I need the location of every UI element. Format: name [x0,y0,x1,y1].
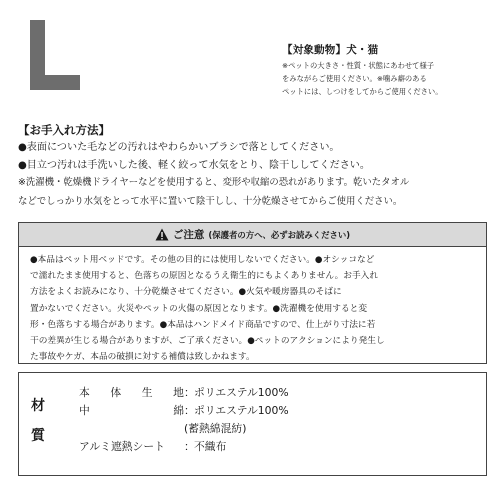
size-l-mark [30,20,80,90]
care-section [18,122,488,211]
caution-subtitle: (保護者の方へ、必ずお読みください) [208,229,351,240]
material-label-bottom: 質 [31,428,45,444]
material-sub-value: (蓄熱綿混紡) [184,422,247,435]
caution-line: 置かないでください。火災やペットの火傷の原因となります。●洗濯機を使用すると変 [30,303,368,314]
target-note-line: をみながらご使用ください。※噛み癖のある [282,74,427,84]
target-animals-section [282,42,482,99]
care-title: 【お手入れ方法】 [18,123,110,137]
target-note-line: ペットには、しつけをしてからご使用ください。 [282,87,443,97]
target-animals-title: 【対象動物】犬・猫 [282,44,379,56]
care-note: などでしっかり水気をとって水平に置いて陰干しし、十分乾燥させてからご使用ください。 [18,195,403,207]
caution-line: 方法をよくお読みになり、十分乾燥させてください。●火気や暖房器具のそばに [30,287,342,298]
material-value: ポリエステル100% [194,404,289,417]
material-key: アルミ遮熱シート [79,440,165,453]
caution-box [18,222,487,364]
warning-icon [155,228,169,241]
target-animals-note [282,59,482,99]
material-subrow [79,420,289,438]
caution-header [19,223,486,247]
caution-line: ●本品はペット用ベッドです。その他の目的には使用しないでください。●オシッコなど [30,255,375,265]
caution-body [30,252,482,365]
target-note-line: ※ペットの大きさ・性質・状態にあわせて様子 [282,61,435,70]
material-row: 中 綿 ： ポリエステル100% [79,402,289,420]
care-note: ※洗濯機・乾燥機ドライヤーなどを使用すると、変形や収縮の恐れがあります。乾いたタオル [18,177,410,189]
material-value: ポリエステル100% [194,386,289,399]
material-row: アルミ遮熱シート ： 不織布 [79,438,289,456]
care-line: ●目立つ汚れは手洗いした後、軽く絞って水気をとり、陰干ししてください。 [18,159,370,171]
material-rows [79,384,289,456]
material-value: 不織布 [194,440,227,453]
material-key: 本 体 生 地 [79,386,184,399]
material-label-top: 材 [31,398,45,414]
caution-line: 形・色落ちする場合があります。●本品はハンドメイド商品ですので、仕上がり寸法に若 [30,319,376,330]
caution-title: ご注意 [172,229,205,241]
caution-line: で濡れたまま使用すると、色落ちの原因となるうえ衛生的にもよくありません。お手入れ [30,271,379,282]
care-line: ●表面についた毛などの汚れはやわらかいブラシで落としてください。 [18,142,340,153]
caution-line: た事故やケガ、本品の破損に対する補償は致しかねます。 [30,352,255,363]
material-key: 中 綿 [79,404,184,417]
material-box [18,372,487,476]
caution-line: 干の差異が生じる場合がありますが、ご了承ください。●ペットのアクションにより発生し [30,336,385,347]
material-row: 本 体 生 地 ： ポリエステル100% [79,384,289,402]
